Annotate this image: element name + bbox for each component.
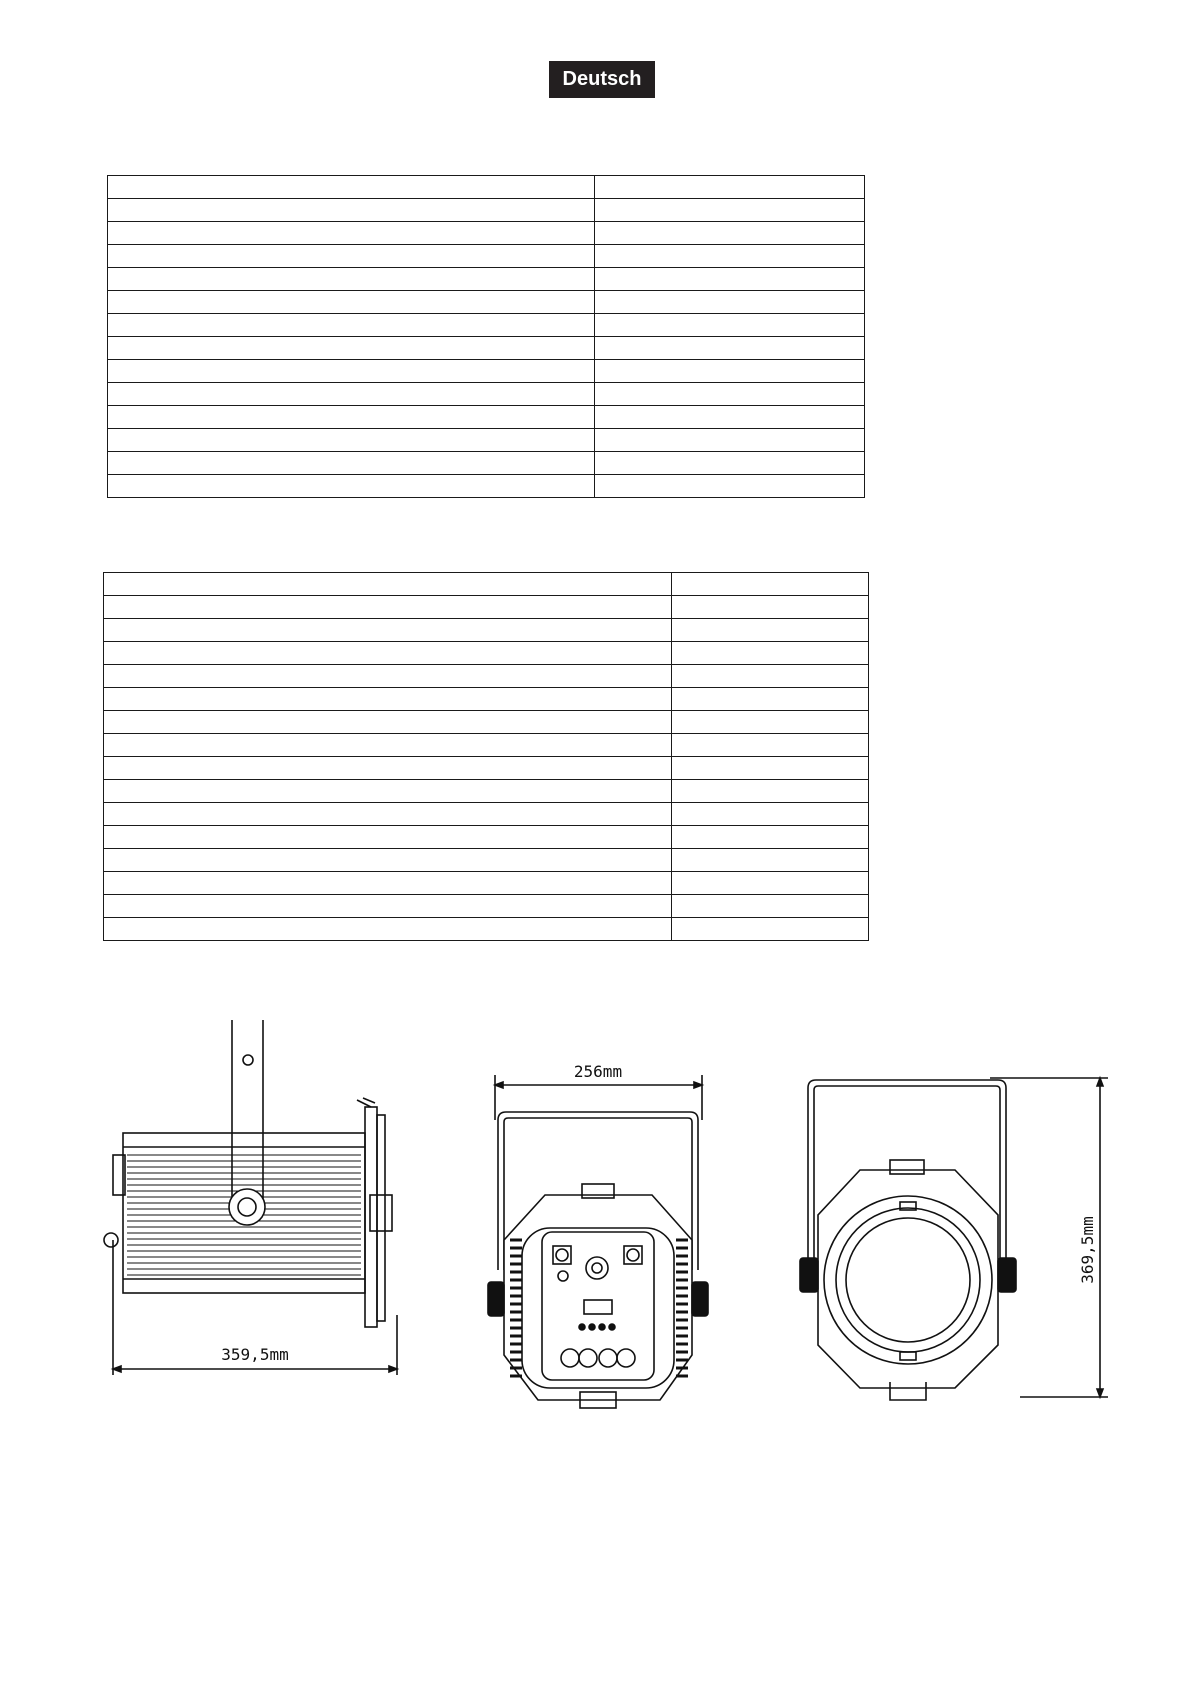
table-cell-label <box>104 849 672 872</box>
front-view-dimension-label: 369,5mm <box>1078 1216 1097 1284</box>
table-cell-value <box>595 176 865 199</box>
table-cell-label <box>108 406 595 429</box>
table-cell-label <box>108 291 595 314</box>
table-row <box>108 337 865 360</box>
table-cell-label <box>104 619 672 642</box>
table-row <box>108 406 865 429</box>
table-cell-value <box>595 429 865 452</box>
table-row <box>108 360 865 383</box>
table-cell-label <box>104 757 672 780</box>
table-cell-label <box>104 596 672 619</box>
table-cell-value <box>672 573 869 596</box>
table-cell-value <box>672 895 869 918</box>
table-cell-value <box>595 245 865 268</box>
table-cell-value <box>595 406 865 429</box>
table-cell-value <box>672 872 869 895</box>
table-cell-value <box>595 475 865 498</box>
table-row <box>108 452 865 475</box>
table-cell-label <box>104 573 672 596</box>
table-row <box>104 826 869 849</box>
front-view-drawing <box>790 1070 1120 1400</box>
table-cell-label <box>108 383 595 406</box>
table-cell-label <box>104 826 672 849</box>
table-cell-value <box>595 383 865 406</box>
spec-table-2 <box>103 572 869 941</box>
table-row <box>108 475 865 498</box>
table-cell-label <box>104 688 672 711</box>
table-cell-value <box>672 734 869 757</box>
table-row <box>104 803 869 826</box>
table-row <box>104 573 869 596</box>
table-cell-label <box>108 176 595 199</box>
table-cell-label <box>108 199 595 222</box>
table-cell-value <box>595 337 865 360</box>
table-cell-value <box>672 711 869 734</box>
table-cell-value <box>595 452 865 475</box>
table-row <box>104 872 869 895</box>
table-cell-value <box>595 360 865 383</box>
table-cell-label <box>104 872 672 895</box>
table-row <box>108 245 865 268</box>
table-row <box>108 268 865 291</box>
table-cell-value <box>672 642 869 665</box>
table-cell-value <box>672 665 869 688</box>
table-row <box>104 895 869 918</box>
table-cell-value <box>672 849 869 872</box>
table-row <box>104 642 869 665</box>
spec-table-1 <box>107 175 865 498</box>
table-cell-value <box>595 222 865 245</box>
table-row <box>108 383 865 406</box>
table-row <box>104 849 869 872</box>
table-cell-value <box>672 803 869 826</box>
table-cell-label <box>104 918 672 941</box>
table-row <box>108 291 865 314</box>
table-row <box>104 711 869 734</box>
table-cell-label <box>108 245 595 268</box>
table-row <box>104 619 869 642</box>
table-row <box>104 918 869 941</box>
table-cell-label <box>104 711 672 734</box>
table-row <box>104 734 869 757</box>
table-row <box>104 665 869 688</box>
side-view-dimension-label: 359,5mm <box>221 1345 289 1364</box>
table-cell-value <box>672 596 869 619</box>
table-row <box>108 429 865 452</box>
table-cell-value <box>595 314 865 337</box>
table-cell-value <box>672 688 869 711</box>
table-cell-value <box>672 918 869 941</box>
table-cell-label <box>104 803 672 826</box>
back-view-dimension-label: 256mm <box>573 1062 623 1081</box>
table-cell-label <box>108 222 595 245</box>
table-cell-label <box>108 475 595 498</box>
table-row <box>104 596 869 619</box>
table-row <box>108 199 865 222</box>
table-cell-value <box>672 780 869 803</box>
table-cell-value <box>672 757 869 780</box>
back-view-drawing <box>480 1060 720 1420</box>
table-cell-label <box>108 268 595 291</box>
table-cell-value <box>595 199 865 222</box>
table-cell-value <box>672 619 869 642</box>
table-cell-label <box>108 337 595 360</box>
table-cell-value <box>595 291 865 314</box>
table-row <box>108 176 865 199</box>
table-cell-label <box>104 734 672 757</box>
table-cell-value <box>595 268 865 291</box>
side-view-drawing <box>95 1015 415 1395</box>
table-cell-value <box>672 826 869 849</box>
table-row <box>108 222 865 245</box>
table-cell-label <box>104 780 672 803</box>
language-badge: Deutsch <box>549 61 655 98</box>
table-cell-label <box>108 314 595 337</box>
table-row <box>104 780 869 803</box>
table-row <box>108 314 865 337</box>
table-cell-label <box>104 665 672 688</box>
table-cell-label <box>108 429 595 452</box>
table-cell-label <box>108 360 595 383</box>
table-row <box>104 757 869 780</box>
table-cell-label <box>108 452 595 475</box>
table-cell-label <box>104 642 672 665</box>
table-row <box>104 688 869 711</box>
table-cell-label <box>104 895 672 918</box>
